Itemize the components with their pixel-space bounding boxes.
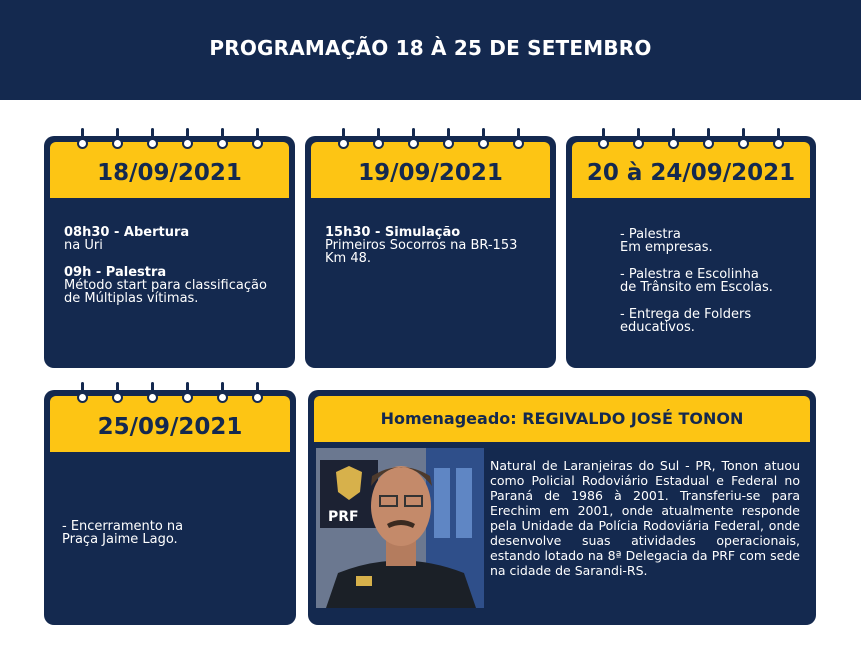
binder-rings (44, 382, 296, 408)
item-line: na Uri (64, 238, 103, 253)
calendar-card-19 (305, 136, 556, 368)
ring-icon (111, 382, 124, 408)
bullet-line: de Trânsito em Escolas. (620, 280, 773, 295)
ring-icon (111, 128, 124, 154)
schedule-item (64, 266, 281, 305)
bullet-line: - Encerramento na (62, 519, 184, 534)
card-date: 20 à 24/09/2021 (586, 160, 796, 186)
calendar-card-18 (44, 136, 295, 368)
calendar-card-25 (44, 390, 296, 625)
card-body (62, 520, 286, 560)
item-line: Método start para classificação (64, 278, 267, 293)
binder-rings (566, 128, 816, 154)
page-title: PROGRAMAÇÃO 18 À 25 DE SETEMBRO (209, 36, 652, 60)
honoree-header (314, 396, 810, 442)
schedule-item (64, 226, 281, 252)
bullet-item (620, 228, 806, 254)
card-date: 18/09/2021 (97, 160, 242, 186)
calendar-card-20-24 (566, 136, 816, 368)
ring-icon (251, 382, 264, 408)
portrait-image (316, 448, 484, 608)
card-body (64, 226, 281, 319)
ring-icon (737, 128, 750, 154)
ring-icon (597, 128, 610, 154)
card-date: 19/09/2021 (358, 160, 503, 186)
item-line: Km 48. (325, 251, 371, 266)
bullet-line: - Palestra e Escolinha (620, 267, 759, 282)
honoree-photo (316, 448, 484, 608)
ring-icon (146, 382, 159, 408)
ring-icon (632, 128, 645, 154)
ring-icon (216, 128, 229, 154)
ring-icon (407, 128, 420, 154)
bullet-line: Em empresas. (620, 240, 713, 255)
ring-icon (216, 382, 229, 408)
bullet-item (620, 308, 806, 334)
ring-icon (251, 128, 264, 154)
card-date: 25/09/2021 (97, 414, 243, 440)
item-line: Primeiros Socorros na BR-153 (325, 238, 518, 253)
ring-icon (772, 128, 785, 154)
honoree-title: Homenageado: REGIVALDO JOSÉ TONON (380, 409, 744, 428)
ring-icon (337, 128, 350, 154)
binder-rings (44, 128, 295, 154)
ring-icon (76, 382, 89, 408)
ring-icon (181, 128, 194, 154)
ring-icon (512, 128, 525, 154)
ring-icon (76, 128, 89, 154)
item-time: 08h30 - Abertura (64, 225, 190, 240)
ring-icon (477, 128, 490, 154)
ring-icon (702, 128, 715, 154)
bullet-line: - Palestra (620, 227, 681, 242)
schedule-item (325, 226, 542, 265)
ring-icon (667, 128, 680, 154)
honoree-card (308, 390, 816, 625)
ring-icon (181, 382, 194, 408)
bullet-line: - Entrega de Folders (620, 307, 752, 322)
ring-icon (146, 128, 159, 154)
honoree-bio: Natural de Laranjeiras do Sul - PR, Tonon atuou como Policial Rodoviário Estadual e Federal no Paraná de 1986 à 2001. Transferiu-se para Erechim em 2001, onde atualmente responde pela Unidade da Polícia Rodoviária Federal, onde desenvolve suas atividades operacionais, estando lotado na 8ª Delegacia da PRF com sede na cidade de Sarandi-RS. (490, 458, 800, 578)
ring-icon (442, 128, 455, 154)
item-time: 09h - Palestra (64, 265, 167, 280)
header-banner (0, 0, 861, 100)
item-time: 15h30 - Simulação (325, 225, 461, 240)
prf-badge-text: PRF (328, 509, 359, 525)
bullet-item (620, 268, 806, 294)
ring-icon (372, 128, 385, 154)
card-body (325, 226, 542, 279)
bullet-line: Praça Jaime Lago. (62, 532, 178, 547)
binder-rings (305, 128, 556, 154)
bullet-line: educativos. (620, 320, 695, 335)
item-line: de Múltiplas vítimas. (64, 291, 199, 306)
bullet-item (62, 520, 286, 546)
card-body (620, 228, 806, 348)
